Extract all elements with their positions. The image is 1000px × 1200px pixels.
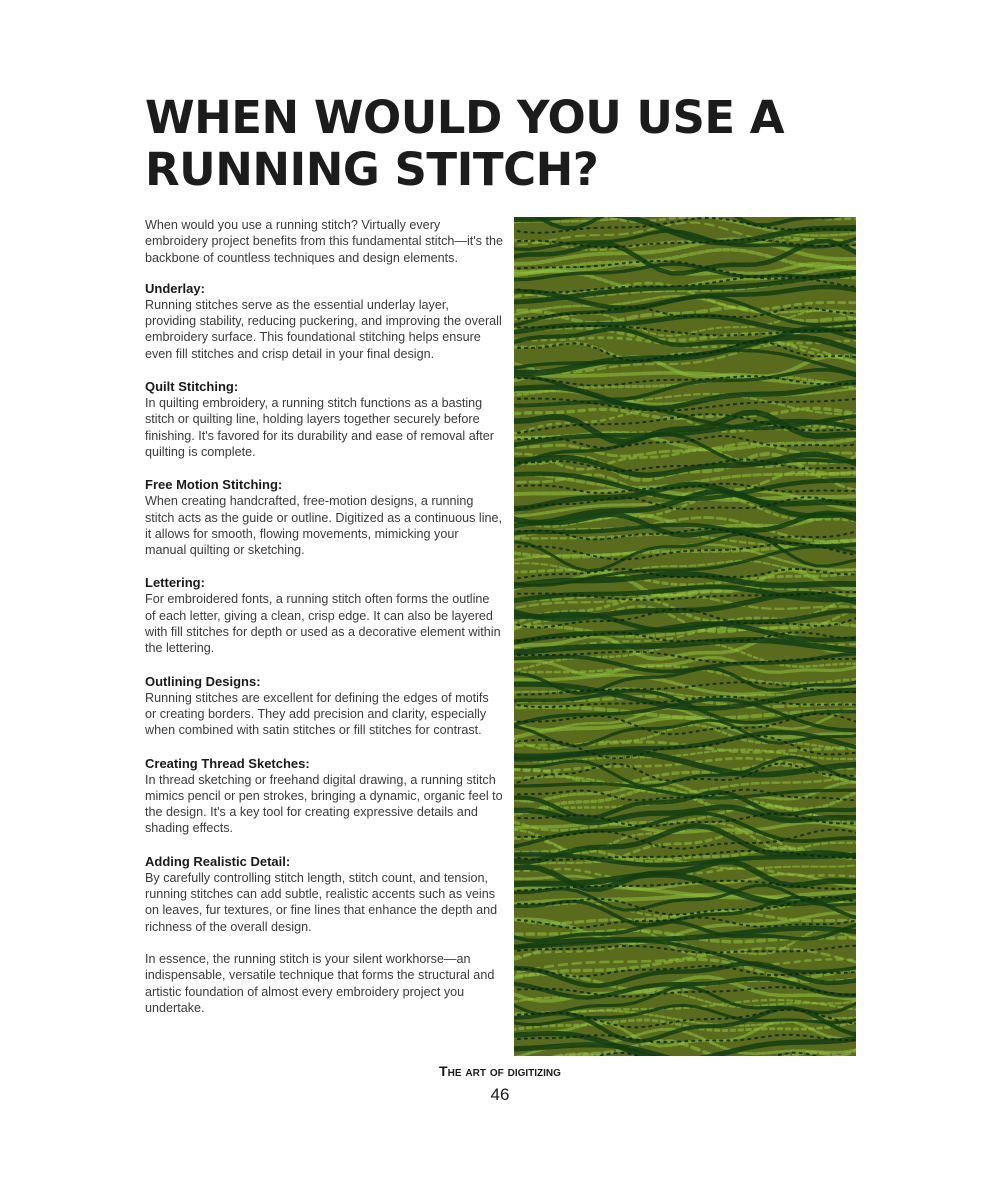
section-body: In quilting embroidery, a running stitch functions as a basting stitch or quilting line, holding layers together securely before finishing. It's favored for its durability and ease of removal after quilting is complete. [145,396,494,459]
section-body: By carefully controlling stitch length, stitch count, and tension, running stitches can add subtle, realistic accents such as veins on leaves, fur textures, or fine lines that enhance the depth and richness of the overall design. [145,870,498,934]
footer-book-title: The art of digitizing [439,1063,561,1079]
section-thread-sketches [145,755,503,837]
page-number: 46 [490,1085,510,1104]
intro-paragraph: When would you use a running stitch? Virtually every embroidery project benefits from this fundamental stitch—it's the backbone of countless techniques and design elements. [145,218,503,265]
section-heading: Adding Realistic Detail: [145,853,291,869]
closing-paragraph: In essence, the running stitch is your silent workhorse—an indispensable, versatile technique that forms the structural and artistic foundation of almost every embroidery project you undertake. [145,951,495,1015]
section-body: In thread sketching or freehand digital drawing, a running stitch mimics pencil or pen strokes, bringing a dynamic, organic feel to the design. It's a key tool for creating expressive details and shading effects. [145,772,503,836]
section-heading: Underlay: [145,280,205,296]
section-underlay [145,280,503,362]
section-heading: Lettering: [145,575,205,591]
section-body: Running stitches are excellent for defining the edges of motifs or creating borders. They add precision and clarity, especially when combined with satin stitches or fill stitches for contrast. [145,690,489,738]
section-body: For embroidered fonts, a running stitch often forms the outline of each letter, giving a clean, crisp edge. It can also be layered with fill stitches for depth or used as a decorative element within the lettering. [145,592,501,656]
section-heading: Creating Thread Sketches: [145,755,310,771]
section-realistic-detail [145,853,503,935]
page-title: WHEN WOULD YOU USE A RUNNING STITCH? [145,91,785,196]
section-body: Running stitches serve as the essential underlay layer, providing stability, reducing puckering, and improving the overall embroidery surface. This foundational stitching helps ensure even fill stitches and crisp detail in your final design. [145,297,502,361]
stitch-texture-svg [514,217,856,1056]
section-heading: Quilt Stitching: [145,379,239,395]
section-heading: Free Motion Stitching: [145,477,283,493]
stitch-texture-image [514,217,856,1056]
section-body: When creating handcrafted, free-motion designs, a running stitch acts as the guide or outline. Digitized as a continuous line, it allows for smooth, flowing movements, mimicking your manual quilting or sketching. [145,494,503,558]
section-free-motion-stitching [145,476,503,558]
section-lettering [145,574,503,656]
article-body [145,217,503,1016]
section-heading: Outlining Designs: [145,673,261,689]
section-outlining-designs [145,673,503,739]
section-quilt-stitching [145,378,503,460]
